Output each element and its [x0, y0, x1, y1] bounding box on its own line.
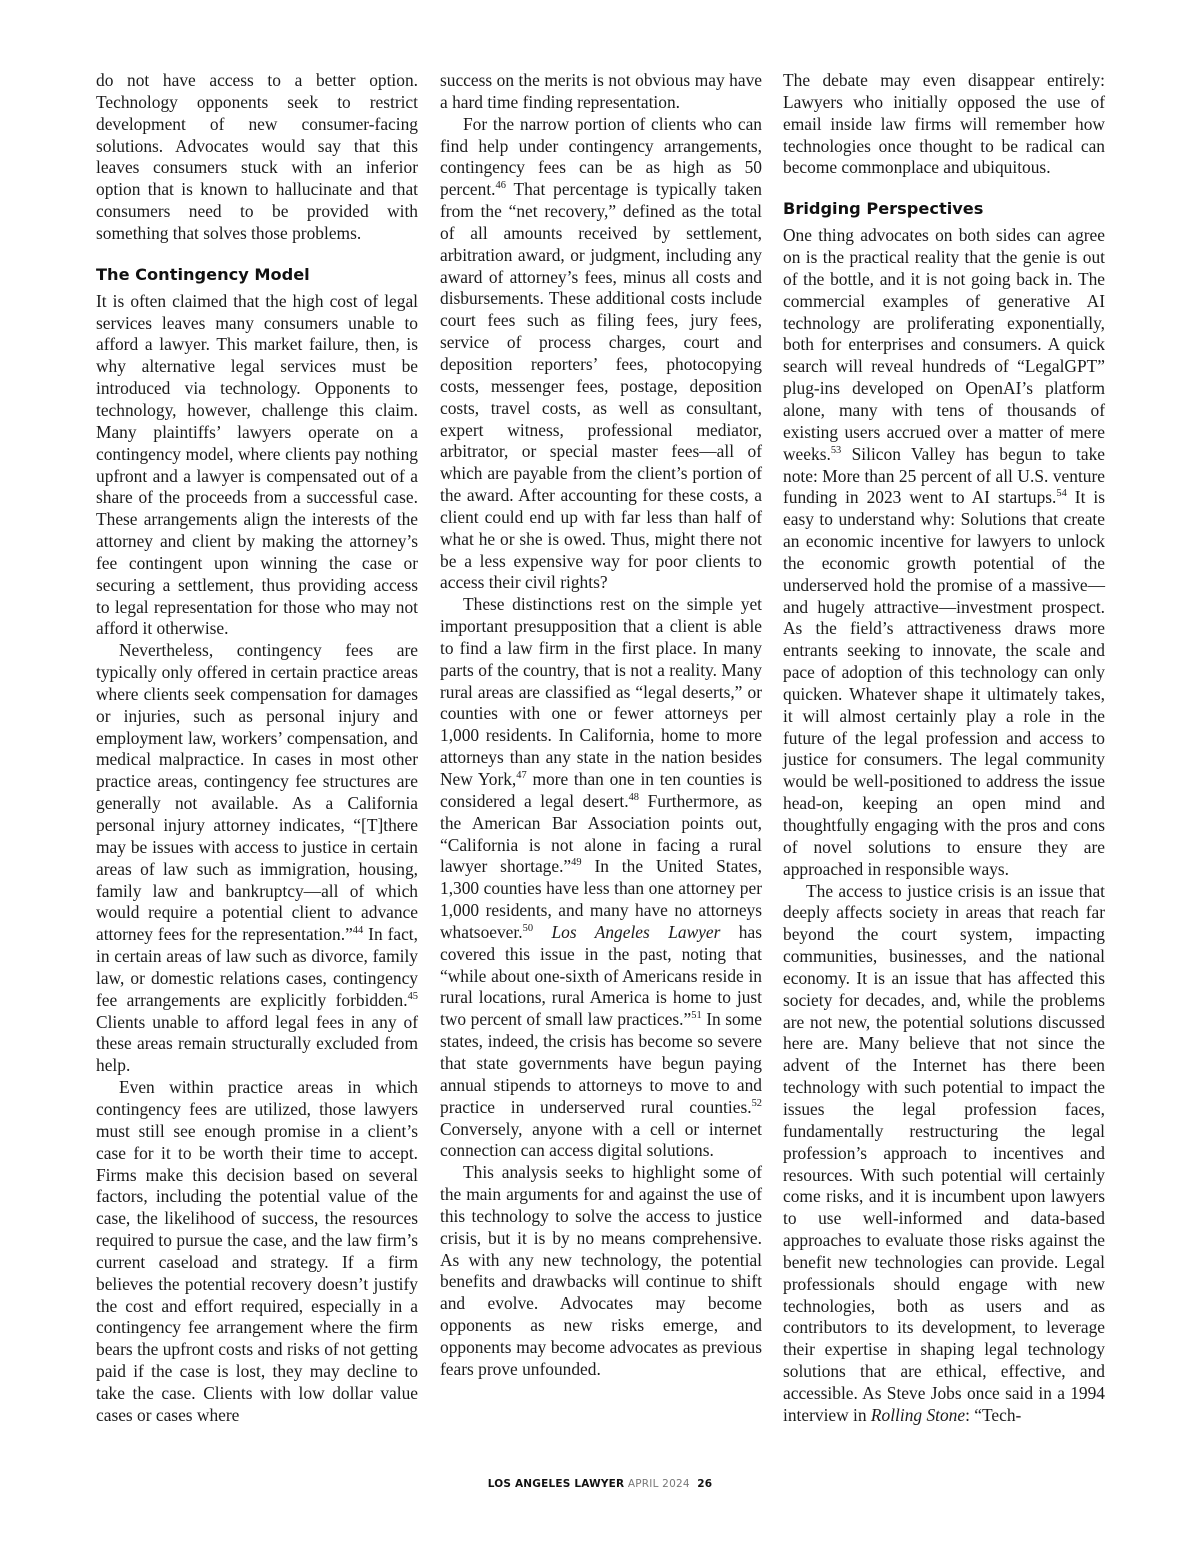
footnote-ref-54[interactable]: 54 [1056, 488, 1067, 500]
column-1 [96, 70, 418, 1427]
text-run: has covered this issue in the past, noting that “while about one-sixth of Americans reside in rural locations, rural America is home to just two percent of small law practices.” [440, 921, 762, 1030]
paragraph [440, 594, 762, 1162]
footnote-ref-44[interactable]: 44 [352, 925, 364, 937]
footnote-ref-45[interactable]: 45 [407, 990, 418, 1002]
paragraph [440, 114, 762, 595]
footnote-ref-46[interactable]: 46 [495, 180, 506, 192]
text-run: For the narrow portion of clients who can find help under contingency arrangements, contingency fees can be as high as 50 percent. [440, 113, 762, 200]
footnote-ref-49[interactable]: 49 [571, 857, 582, 869]
text-run: Furthermore, as the American Bar Association points out, “California is not alone in facing a rural lawyer shortage.” [440, 790, 762, 877]
text-run: The access to justice crisis is an issue that deeply affects society in areas that reach far beyond the court system, impacting communities, businesses, and the national economy. It is an issue that has affected this society for decades, and, while the problems are not new, the potential solutions discussed here are. Many believe that not since the advent of the Internet has there been technology with such potential to impact the issues the legal profession faces, fundamentally restructuring the legal profession’s approach to incentives and resources. With such potential will certainly come risks, and it is incumbent upon lawyers to use well-informed and data-based approaches to evaluate those risks against the benefit new technologies can provide. Legal professionals should engage with new technologies, both as users and as contributors to its development, to leverage their expertise in shaping legal technology solutions that are ethical, effective, and accessible. As Steve Jobs once said in a 1994 interview in [783, 880, 1105, 1425]
text-run: One thing advocates on both sides can agree on is the practical reality that the genie is out of the bottle, and it is not going back in. The commercial examples of generative AI technology are proliferating exponentially, both for enterprises and consumers. A quick search will reveal hundreds of “LegalGPT” plug-ins developed on OpenAI’s platform alone, many with tens of thousands of existing users accrued over a matter of mere weeks. [783, 225, 1105, 464]
footnote-ref-47[interactable]: 47 [516, 770, 527, 782]
paragraph: It is often claimed that the high cost of legal services leaves many consumers unable to afford a lawyer. This market failure, then, is why alternative legal services must be introduced via technology. Opponents to technology, however, challenge this claim. Many plaintiffs’ lawyers operate on a contingency model, where clients pay nothing upfront and a lawyer is compensated out of a share of the proceeds from a successful case. These arrangements align the interests of the attorney and client by making the attorney’s fee contingent upon winning the case or securing a settlement, thus providing access to legal representation for those who may not afford it otherwise. [96, 290, 418, 639]
column-3 [783, 70, 1105, 1427]
column-2 [440, 70, 762, 1381]
publication-title: Rolling Stone [870, 1404, 966, 1425]
footnote-ref-53[interactable]: 53 [830, 444, 842, 456]
paragraph: Even within practice areas in which contingency fees are utilized, those lawyers must still see enough promise in a client’s case for it to be worth their time to accept. Firms make this decision based on several factors, including the potential value of the case, the likelihood of success, the resources required to pursue the case, and the law firm’s current caseload and strategy. If a firm believes the potential recovery doesn’t justify the cost and effort required, especially in a contingency fee arrangement where the firm bears the upfront costs and risks of not getting paid if the case is lost, they may decline to take the case. Clients with low dollar value cases or cases where [96, 1077, 418, 1425]
text-run: In the United States, 1,300 counties have less than one attorney per 1,000 residents, and many have no attorneys whatsoever. [440, 856, 762, 942]
footnote-ref-51[interactable]: 51 [691, 1010, 702, 1022]
paragraph: do not have access to a better option. Technology opponents seek to restrict development of new consumer-facing solutions. Advocates would say that this leaves consumers stuck with an inferior option that is known to hallucinate and that consumers need to be provided with something that solves those problems. [96, 70, 418, 243]
footer-date: APRIL 2024 [627, 1478, 690, 1490]
footnote-ref-48[interactable]: 48 [628, 792, 639, 804]
paragraph: This analysis seeks to highlight some of the main arguments for and against the use of this technology to solve the access to justice crisis, but it is by no means comprehensive. As with any new technology, the potential benefits and drawbacks will continue to shift and evolve. Advocates may become opponents as new risks emerge, and opponents may become advocates as previous fears prove unfounded. [440, 1162, 762, 1379]
text-run: It is easy to understand why: Solutions that create an economic incentive for lawyers to unlock the economic growth potential of the underserved hold the promise of a massive—and hugely attractive—investment prospect. As the field’s attractiveness draws more entrants seeking to innovate, the scale and pace of adoption of this technology can only quicken. Whatever shape it ultimately takes, it will almost certainly play a role in the future of the legal profession and access to justice for consumers. The legal community would be well-positioned to address the issue head-on, keeping an open mind and thoughtfully engaging with the pros and cons of novel solutions to ensure they are approached in responsible ways. [783, 487, 1105, 879]
page-footer [0, 1478, 1200, 1490]
text-run: In fact, in certain areas of law such as divorce, family law, or domestic relations cases, contingency fee arrangements are explicitly forbidden. [96, 924, 418, 1010]
paragraph [96, 640, 418, 1077]
text-run: Nevertheless, contingency fees are typically only offered in certain practice areas where clients seek compensation for damages or injuries, such as personal injury and employment law, workers’ compensation, and medical malpractice. In cases in most other practice areas, contingency fee structures are generally not available. As a California personal injury attorney indicates, “[T]there may be issues with access to justice in certain areas of law such as immigration, housing, family law and bankruptcy—all of which would require a potential client to advance attorney fees for the representation.” [96, 640, 418, 945]
text-run: Conversely, anyone with a cell or internet connection can access digital solutions. [440, 1118, 762, 1161]
text-run: In some states, indeed, the crisis has become so severe that state governments have begun paying annual stipends to attorneys to move to and practice in underserved rural counties. [440, 1009, 762, 1117]
paragraph: The debate may even disappear entirely: Lawyers who initially opposed the use of email inside law firms will remember how technologies once thought to be radical can become commonplace and ubiquitous. [783, 70, 1105, 178]
page-number: 26 [697, 1478, 713, 1490]
footnote-ref-50[interactable]: 50 [522, 923, 534, 935]
text-run: That percentage is typically taken from the “net recovery,” defined as the total of all amounts received by settlement, arbitration award, or judgment, including any award of attorney’s fees, minus all costs and disbursements. These additional costs include court fees such as filing fees, jury fees, service of process charges, court and deposition reporters’ fees, photocopying costs, messenger fees, postage, deposition costs, travel costs, as well as consultant, expert witness, professional mediator, arbitrator, or special master fees—all of which are payable from the client’s portion of the award. After accounting for these costs, a client could end up with far less than half of what he or she is owed. Thus, might there not be a less expensive way for poor clients to access their civil rights? [440, 179, 762, 593]
section-heading-bridging-perspectives: Bridging Perspectives [783, 199, 984, 219]
paragraph [783, 225, 1105, 880]
text-run: These distinctions rest on the simple yet important presupposition that a client is able to find a law firm in the first place. In many parts of the country, that is not a reality. Many rural areas are classified as “legal deserts,” or counties with one or fewer attorneys per 1,000 residents. In California, home to more attorneys than any state in the nation besides New York, [440, 594, 762, 789]
paragraph: success on the merits is not obvious may have a hard time finding representation. [440, 70, 762, 112]
paragraph [783, 881, 1105, 1427]
section-heading-contingency-model: The Contingency Model [96, 264, 310, 284]
text-run: more than one in ten counties is considered a legal desert. [440, 769, 762, 811]
text-run: Silicon Valley has begun to take note: More than 25 percent of all U.S. venture funding in 2023 went to AI startups. [783, 443, 1105, 508]
footnote-ref-52[interactable]: 52 [751, 1097, 762, 1109]
text-run: : “Tech- [965, 1404, 1022, 1425]
publication-title: Los Angeles Lawyer [551, 921, 721, 942]
text-run: Clients unable to afford legal fees in any of these areas remain structurally excluded from help. [96, 1011, 418, 1076]
footer-publication: LOS ANGELES LAWYER [487, 1478, 625, 1490]
